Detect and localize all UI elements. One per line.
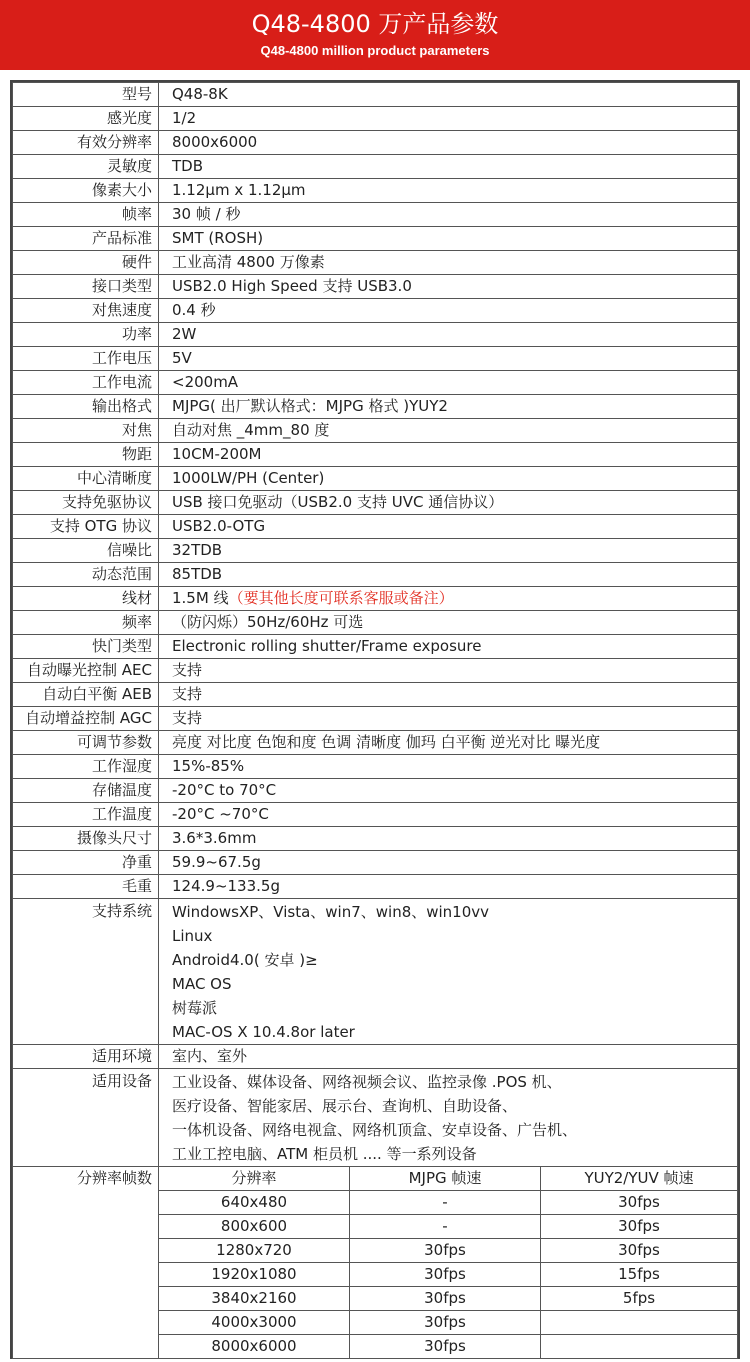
resolution-header-cell: YUY2/YUV 帧速 xyxy=(541,1167,738,1191)
supported-systems-line: MAC-OS X 10.4.8or later xyxy=(172,1023,355,1041)
spec-row xyxy=(13,299,738,323)
applicable-devices-label: 适用设备 xyxy=(13,1069,159,1167)
supported-systems-value xyxy=(159,899,738,1045)
supported-systems-line: Linux xyxy=(172,927,213,945)
spec-value: Q48-8K xyxy=(159,83,738,107)
spec-value: USB 接口免驱动（USB2.0 支持 UVC 通信协议） xyxy=(159,491,738,515)
spec-label: 摄像头尺寸 xyxy=(13,827,159,851)
spec-label: 快门类型 xyxy=(13,635,159,659)
environment-value: 室内、室外 xyxy=(159,1045,738,1069)
spec-value: 10CM-200M xyxy=(159,443,738,467)
spec-row xyxy=(13,875,738,899)
spec-value: 亮度 对比度 色饱和度 色调 清晰度 伽玛 白平衡 逆光对比 曝光度 xyxy=(159,731,738,755)
spec-label: 自动白平衡 AEB xyxy=(13,683,159,707)
spec-label: 型号 xyxy=(13,83,159,107)
resolution-header-row xyxy=(159,1167,737,1191)
resolution-data-cell: 1280x720 xyxy=(159,1239,350,1263)
spec-row xyxy=(13,635,738,659)
spec-label: 工作电流 xyxy=(13,371,159,395)
resolution-data-cell: 1920x1080 xyxy=(159,1263,350,1287)
spec-value: Electronic rolling shutter/Frame exposure xyxy=(159,635,738,659)
resolution-data-cell: 30fps xyxy=(541,1191,738,1215)
spec-row xyxy=(13,563,738,587)
spec-label: 硬件 xyxy=(13,251,159,275)
spec-value: 1000LW/PH (Center) xyxy=(159,467,738,491)
spec-table-body xyxy=(13,83,738,1359)
spec-row xyxy=(13,419,738,443)
page-title: Q48-4800 万产品参数 xyxy=(251,10,499,38)
spec-row xyxy=(13,683,738,707)
spec-row xyxy=(13,203,738,227)
spec-value xyxy=(159,587,738,611)
spec-row xyxy=(13,251,738,275)
spec-value: 2W xyxy=(159,323,738,347)
resolution-header-cell: 分辨率 xyxy=(159,1167,350,1191)
page-header xyxy=(0,0,750,70)
spec-row xyxy=(13,347,738,371)
spec-label: 对焦速度 xyxy=(13,299,159,323)
spec-row xyxy=(13,659,738,683)
resolution-data-cell: 30fps xyxy=(541,1215,738,1239)
resolution-data-cell: 30fps xyxy=(350,1335,541,1359)
spec-row xyxy=(13,539,738,563)
spec-label: 功率 xyxy=(13,323,159,347)
spec-label: 产品标准 xyxy=(13,227,159,251)
resolution-data-row xyxy=(159,1191,737,1215)
resolution-data-row xyxy=(159,1215,737,1239)
spec-label: 存储温度 xyxy=(13,779,159,803)
spec-label: 动态范围 xyxy=(13,563,159,587)
spec-value: 自动对焦 _4mm_80 度 xyxy=(159,419,738,443)
spec-label: 中心清晰度 xyxy=(13,467,159,491)
resolution-label: 分辨率帧数 xyxy=(13,1167,159,1359)
spec-label: 灵敏度 xyxy=(13,155,159,179)
applicable-devices-line: 一体机设备、网络电视盒、网络机顶盒、安卓设备、广告机、 xyxy=(172,1121,578,1139)
spec-value: 工业高清 4800 万像素 xyxy=(159,251,738,275)
spec-label: 可调节参数 xyxy=(13,731,159,755)
spec-row xyxy=(13,851,738,875)
spec-value: 30 帧 / 秒 xyxy=(159,203,738,227)
spec-value: 支持 xyxy=(159,707,738,731)
applicable-devices-row xyxy=(13,1069,738,1167)
resolution-data-row xyxy=(159,1335,737,1359)
spec-label: 信噪比 xyxy=(13,539,159,563)
spec-label: 像素大小 xyxy=(13,179,159,203)
spec-value: 124.9~133.5g xyxy=(159,875,738,899)
resolution-data-cell xyxy=(541,1311,738,1335)
spec-value: -20°C ~70°C xyxy=(159,803,738,827)
environment-label: 适用环境 xyxy=(13,1045,159,1069)
spec-label: 有效分辨率 xyxy=(13,131,159,155)
spec-value: 8000x6000 xyxy=(159,131,738,155)
spec-value: SMT (ROSH) xyxy=(159,227,738,251)
resolution-header-cell: MJPG 帧速 xyxy=(350,1167,541,1191)
spec-label: 净重 xyxy=(13,851,159,875)
spec-label: 对焦 xyxy=(13,419,159,443)
supported-systems-line: 树莓派 xyxy=(172,999,218,1017)
resolution-data-cell: 30fps xyxy=(350,1311,541,1335)
spec-value: USB2.0-OTG xyxy=(159,515,738,539)
applicable-devices-value xyxy=(159,1069,738,1167)
page-subtitle: Q48-4800 million product parameters xyxy=(260,43,490,58)
resolution-data-cell: 800x600 xyxy=(159,1215,350,1239)
spec-row xyxy=(13,179,738,203)
spec-value: 1.12μm x 1.12μm xyxy=(159,179,738,203)
spec-value: 支持 xyxy=(159,659,738,683)
spec-row xyxy=(13,779,738,803)
spec-row xyxy=(13,155,738,179)
spec-label: 物距 xyxy=(13,443,159,467)
spec-value-note: （要其他长度可联系客服或备注） xyxy=(228,589,454,607)
spec-row xyxy=(13,131,738,155)
spec-label: 接口类型 xyxy=(13,275,159,299)
spec-row xyxy=(13,803,738,827)
resolution-data-row xyxy=(159,1239,737,1263)
spec-row xyxy=(13,707,738,731)
spec-value: 15%-85% xyxy=(159,755,738,779)
spec-row xyxy=(13,275,738,299)
spec-row xyxy=(13,755,738,779)
spec-label: 支持 OTG 协议 xyxy=(13,515,159,539)
spec-row xyxy=(13,827,738,851)
spec-row xyxy=(13,107,738,131)
spec-value: <200mA xyxy=(159,371,738,395)
spec-value: TDB xyxy=(159,155,738,179)
spec-label: 自动曝光控制 AEC xyxy=(13,659,159,683)
spec-label: 工作湿度 xyxy=(13,755,159,779)
supported-systems-line: Android4.0( 安卓 )≥ xyxy=(172,951,318,969)
spec-row xyxy=(13,443,738,467)
spec-value: 85TDB xyxy=(159,563,738,587)
applicable-devices-line: 工业工控电脑、ATM 柜员机 .... 等一系列设备 xyxy=(172,1145,477,1163)
resolution-data-cell: 30fps xyxy=(350,1239,541,1263)
spec-row xyxy=(13,467,738,491)
spec-label: 帧率 xyxy=(13,203,159,227)
supported-systems-line: MAC OS xyxy=(172,975,232,993)
spec-row xyxy=(13,587,738,611)
resolution-data-cell: - xyxy=(350,1191,541,1215)
spec-label: 工作温度 xyxy=(13,803,159,827)
spec-value: USB2.0 High Speed 支持 USB3.0 xyxy=(159,275,738,299)
spec-label: 工作电压 xyxy=(13,347,159,371)
spec-value: 支持 xyxy=(159,683,738,707)
spec-row xyxy=(13,395,738,419)
spec-label: 输出格式 xyxy=(13,395,159,419)
applicable-devices-line: 医疗设备、智能家居、展示台、查询机、自助设备、 xyxy=(172,1097,518,1115)
spec-row xyxy=(13,731,738,755)
supported-systems-label: 支持系统 xyxy=(13,899,159,1045)
spec-value: 5V xyxy=(159,347,738,371)
resolution-data-row xyxy=(159,1263,737,1287)
resolution-data-cell: 5fps xyxy=(541,1287,738,1311)
resolution-data-cell: 30fps xyxy=(541,1239,738,1263)
spec-value: 0.4 秒 xyxy=(159,299,738,323)
resolution-data-cell: 8000x6000 xyxy=(159,1335,350,1359)
supported-systems-line: WindowsXP、Vista、win7、win8、win10vv xyxy=(172,903,490,921)
spec-row xyxy=(13,371,738,395)
spec-value: （防闪烁）50Hz/60Hz 可选 xyxy=(159,611,738,635)
resolution-data-cell: 30fps xyxy=(350,1263,541,1287)
spec-row xyxy=(13,611,738,635)
spec-value: 3.6*3.6mm xyxy=(159,827,738,851)
environment-row xyxy=(13,1045,738,1069)
spec-label: 自动增益控制 AGC xyxy=(13,707,159,731)
spec-value: 1/2 xyxy=(159,107,738,131)
spec-table xyxy=(10,80,740,1359)
resolution-data-cell: 4000x3000 xyxy=(159,1311,350,1335)
spec-row xyxy=(13,323,738,347)
spec-value: 59.9~67.5g xyxy=(159,851,738,875)
applicable-devices-line: 工业设备、媒体设备、网络视频会议、监控录像 .POS 机、 xyxy=(172,1073,562,1091)
resolution-table xyxy=(159,1167,737,1358)
resolution-data-row xyxy=(159,1311,737,1335)
resolution-data-cell: 3840x2160 xyxy=(159,1287,350,1311)
resolution-data-cell xyxy=(541,1335,738,1359)
spec-value: -20°C to 70°C xyxy=(159,779,738,803)
resolution-row xyxy=(13,1167,738,1359)
supported-systems-row xyxy=(13,899,738,1045)
spec-row xyxy=(13,83,738,107)
resolution-data-row xyxy=(159,1287,737,1311)
spec-row xyxy=(13,491,738,515)
resolution-data-cell: - xyxy=(350,1215,541,1239)
spec-value: MJPG( 出厂默认格式：MJPG 格式 )YUY2 xyxy=(159,395,738,419)
resolution-cell xyxy=(159,1167,738,1359)
spec-row xyxy=(13,227,738,251)
spec-value: 32TDB xyxy=(159,539,738,563)
spec-value-text: 1.5M 线 xyxy=(172,589,229,607)
spec-label: 线材 xyxy=(13,587,159,611)
resolution-data-cell: 640x480 xyxy=(159,1191,350,1215)
spec-row xyxy=(13,515,738,539)
resolution-data-cell: 30fps xyxy=(350,1287,541,1311)
spec-label: 毛重 xyxy=(13,875,159,899)
spec-label: 支持免驱协议 xyxy=(13,491,159,515)
spec-label: 感光度 xyxy=(13,107,159,131)
spec-label: 频率 xyxy=(13,611,159,635)
resolution-data-cell: 15fps xyxy=(541,1263,738,1287)
